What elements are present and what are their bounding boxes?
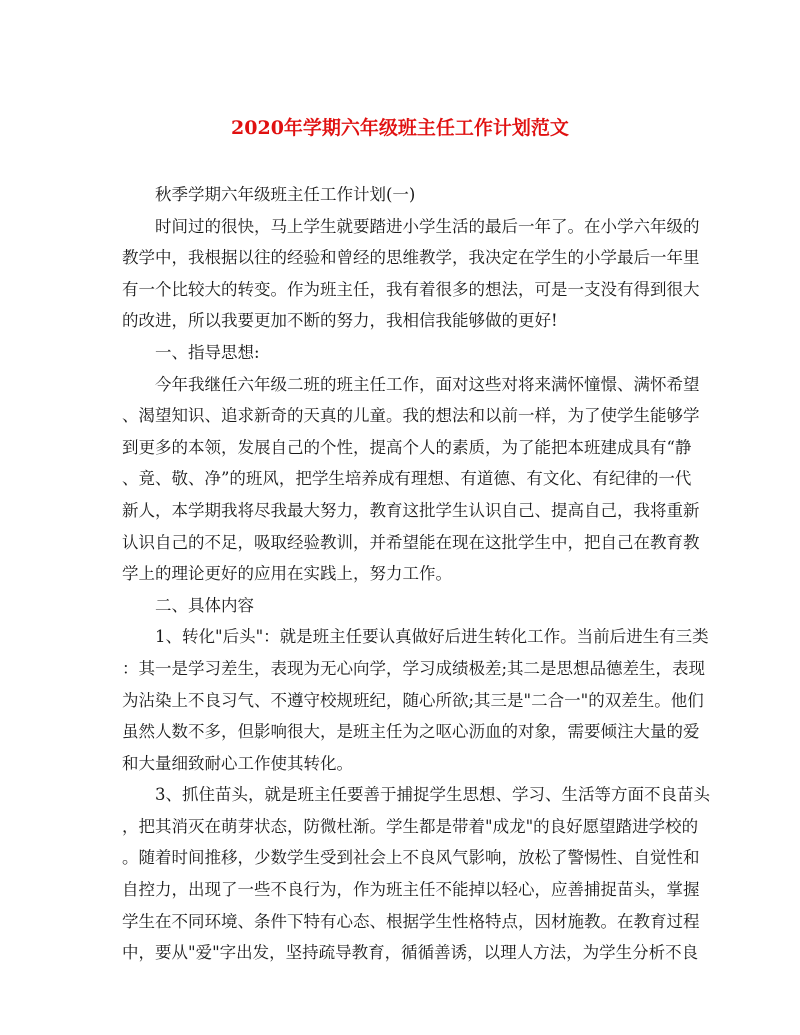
body-line: 学生在不同环境、条件下特有心态、根据学生性格特点，因材施教。在教育过程 [122, 911, 700, 931]
body-line: 虽然人数不多，但影响很大，是班主任为之呕心沥血的对象，需要倾注大量的爱 [122, 722, 700, 742]
document-title: 2020年学期六年级班主任工作计划范文 [231, 117, 569, 139]
body-line: 为沾染上不良习气、不遵守校规班纪，随心所欲;其三是"二合一"的双差生。他们 [122, 690, 704, 710]
document-body [122, 179, 710, 969]
body-line: 3、抓住苗头，就是班主任要善于捕捉学生思想、学习、生活等方面不良苗头 [155, 785, 710, 805]
body-line: 、渴望知识、追求新奇的天真的儿童。我的想法和以前一样，为了使学生能够学 [122, 406, 700, 426]
body-line: 一、指导思想: [155, 342, 260, 362]
body-line: 时间过的很快，马上学生就要踏进小学生活的最后一年了。在小学六年级的 [155, 216, 700, 236]
body-line: 认识自己的不足，吸取经验教训，并希望能在现在这批学生中，把自己在教育教 [122, 532, 700, 552]
body-line: 学上的理论更好的应用在实践上，努力工作。 [122, 564, 452, 584]
body-line: 、竟、敬、净”的班风，把学生培养成有理想、有道德、有文化、有纪律的一代 [122, 469, 692, 489]
body-line: 秋季学期六年级班主任工作计划(一) [155, 185, 416, 204]
body-line: 的改进，所以我要更加不断的努力，我相信我能够做的更好! [122, 311, 558, 331]
body-line: 和大量细致耐心工作使其转化。 [122, 753, 353, 773]
body-line: 新人，本学期我将尽我最大努力，教育这批学生认识自己、提高自己，我将重新 [122, 500, 700, 520]
body-line: 到更多的本领，发展自己的个性，提高个人的素质，为了能把本班建成具有“静 [122, 437, 692, 457]
body-line: 教学中，我根据以往的经验和曾经的思维教学，我决定在学生的小学最后一年里 [122, 248, 700, 268]
body-line: 有一个比较大的转变。作为班主任，我有着很多的想法，可是一支没有得到很大 [122, 279, 700, 299]
body-line: ，把其消灭在萌芽状态，防微杜渐。学生都是带着"成龙"的良好愿望踏进学校的 [122, 816, 699, 836]
body-line: 。随着时间推移，少数学生受到社会上不良风气影响，放松了警惕性、自觉性和 [122, 848, 700, 868]
body-line: 中，要从"爱"字出发，坚持疏导教育，循循善诱，以理人方法，为学生分析不良 [122, 943, 699, 963]
body-line: ：其一是学习差生，表现为无心向学，学习成绩极差;其二是思想品德差生，表现 [122, 658, 706, 678]
body-line: 自控力，出现了一些不良行为，作为班主任不能掉以轻心，应善捕捉苗头，掌握 [122, 880, 700, 900]
body-line: 二、具体内容 [155, 595, 254, 615]
body-line: 今年我继任六年级二班的班主任工作，面对这些对将来满怀憧憬、满怀希望 [155, 374, 700, 394]
body-line: 1、转化"后头"：就是班主任要认真做好后进生转化工作。当前后进生有三类 [155, 627, 709, 647]
